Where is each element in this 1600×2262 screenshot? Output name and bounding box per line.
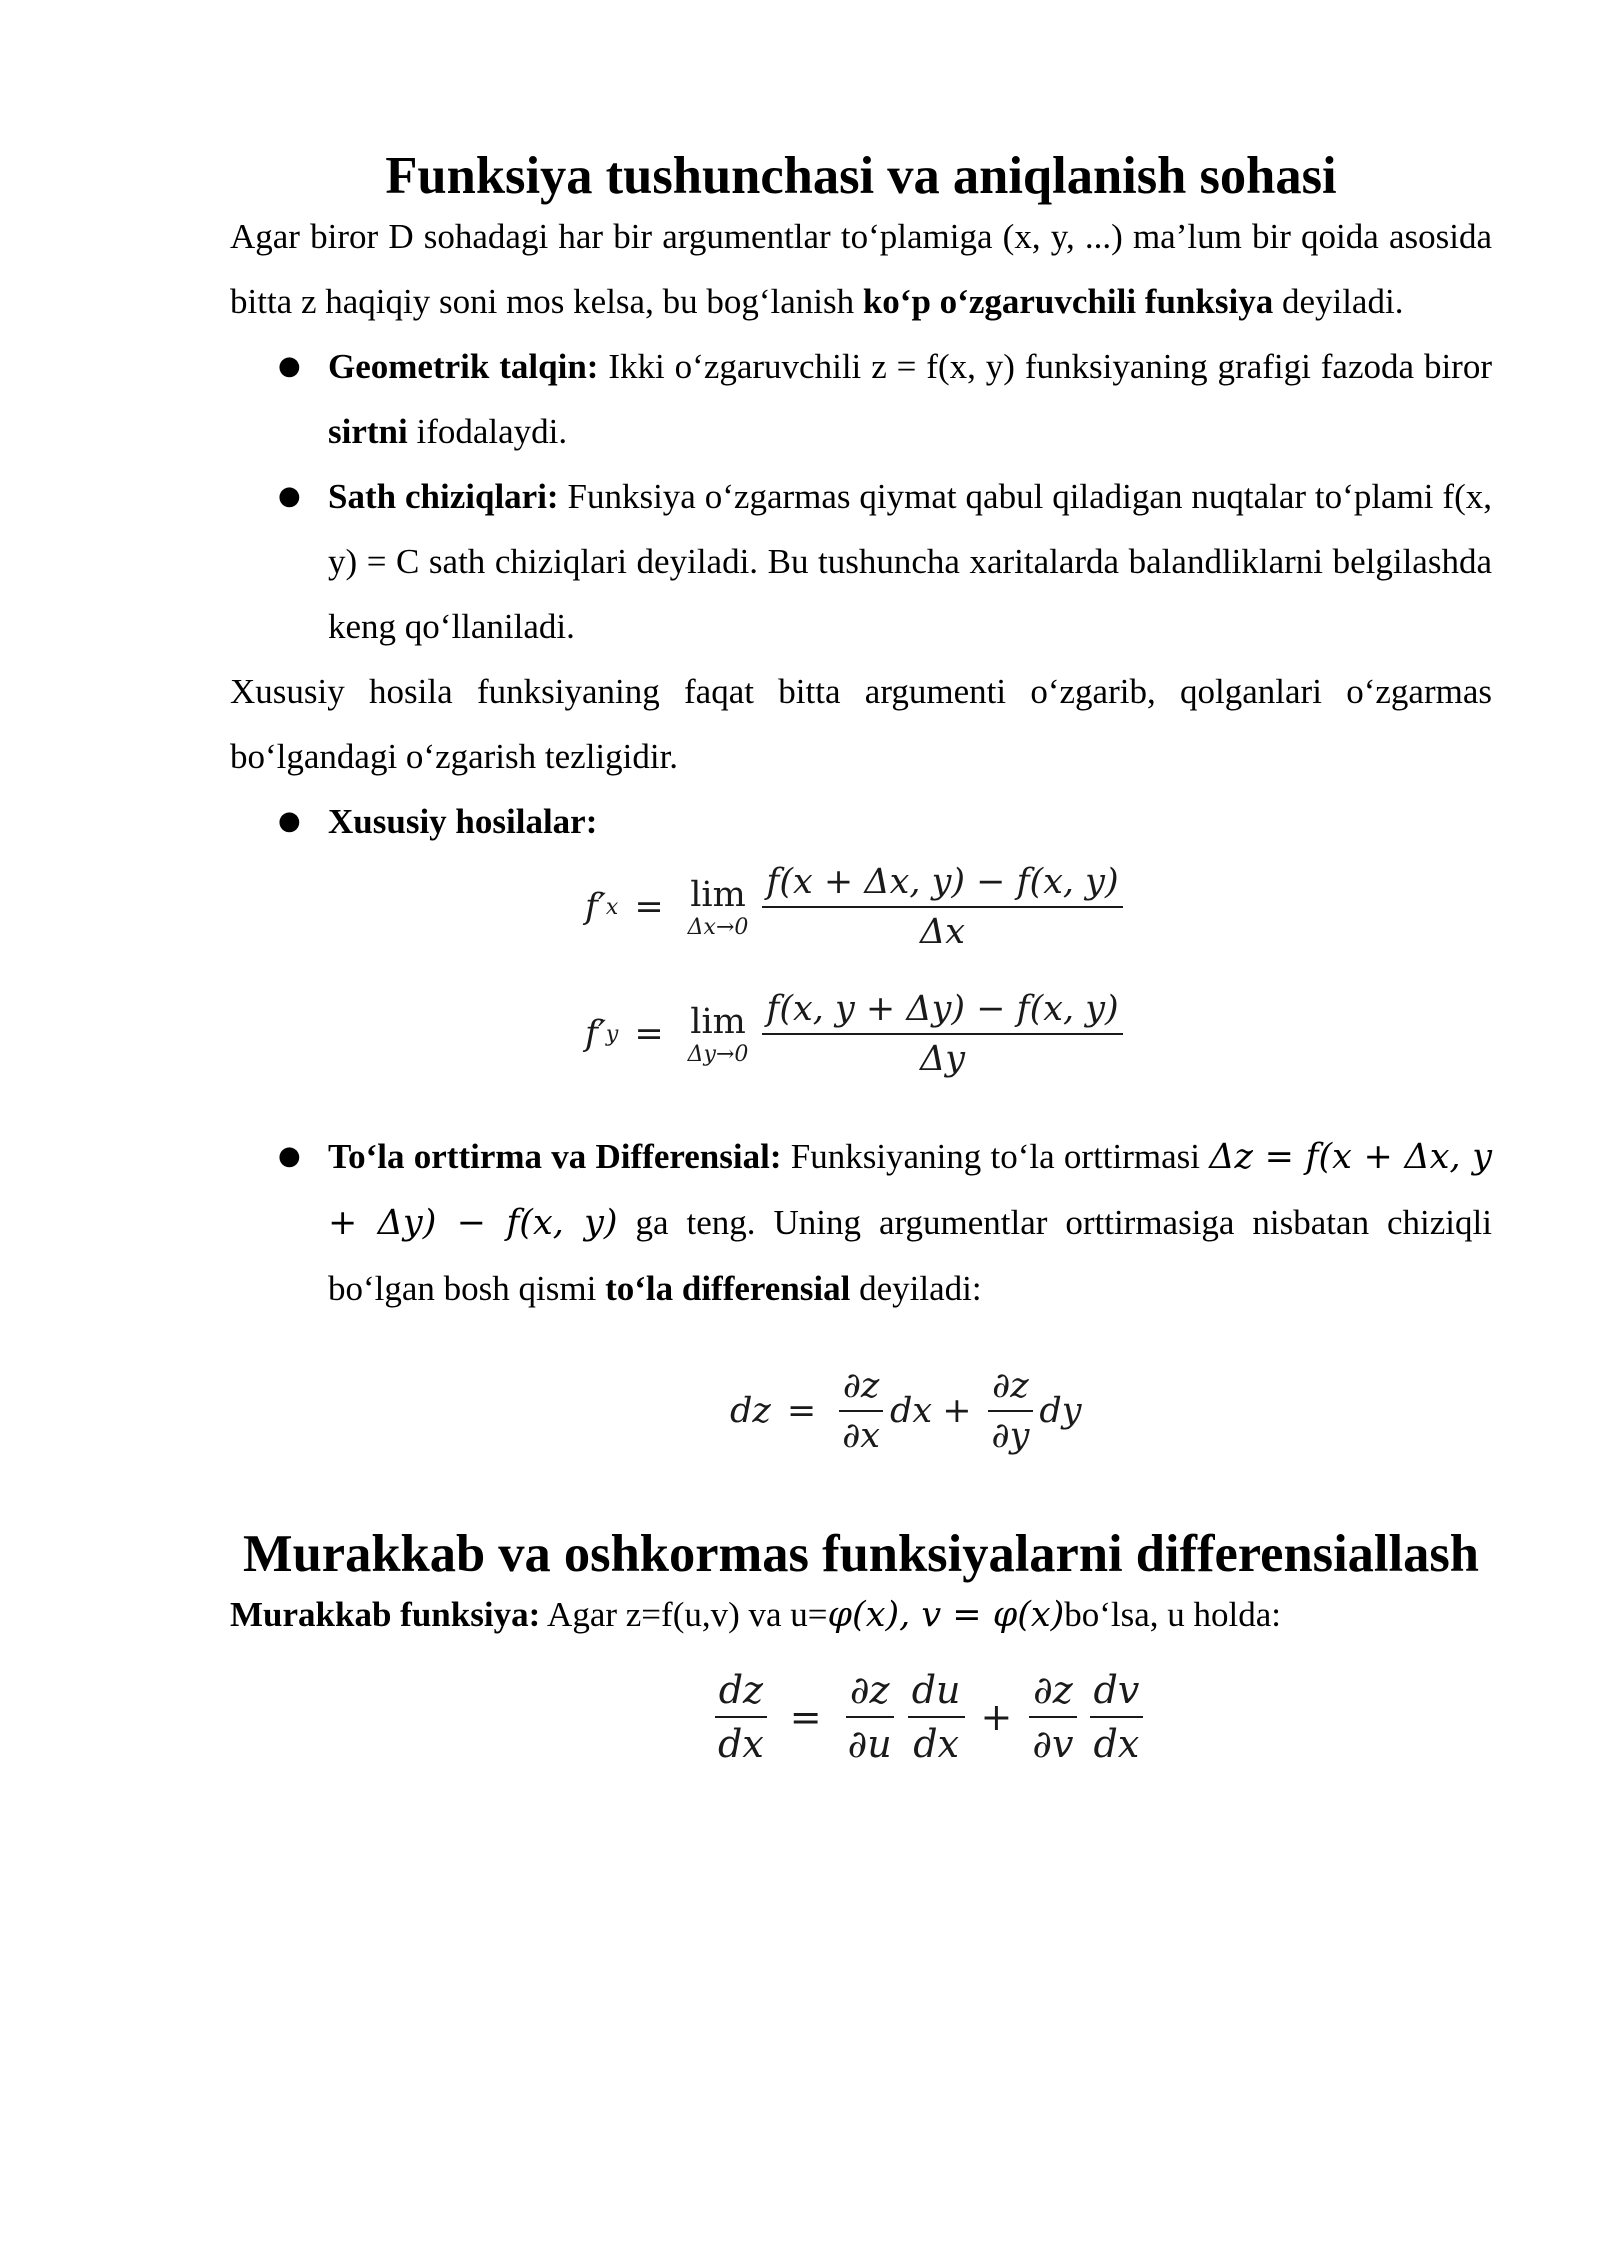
- bullet-total-differential: ● To‘la orttirma va Differensial: Funksiyaning to‘la orttirmasi Δz = f(x + Δx, y + Δy) − f(x, y) ga teng. Uning argumentlar orttirmasiga nisbatan chiziqli bo‘lgan bosh qismi to‘la differensial deyiladi:: [230, 1124, 1492, 1321]
- section-title-function: Funksiya tushunchasi va aniqlanish sohasi: [385, 147, 1337, 205]
- increment-formula: Δz = f(x + Δx, y + Δy) − f(x, y): [328, 1137, 1492, 1243]
- bullet-level-lines: ● Sath chiziqlari: Funksiya o‘zgarmas qiymat qabul qiladigan nuqtalar to‘plami f(x, y) = C sath chiziqlari deyiladi. Bu tushuncha xaritalarda balandliklarni belgilashda keng qo‘llaniladi.: [230, 464, 1492, 659]
- differential-list: [230, 1124, 1492, 1321]
- partial-derivative-intro: Xususiy hosila funksiyaning faqat bitta argumenti o‘zgarib, qolganlari o‘zgarmas bo‘lgandagi o‘zgarish tezligidir.: [230, 672, 1492, 776]
- bullet-icon: ●: [278, 806, 301, 836]
- bullet-geometric: ● Geometrik talqin: Ikki o‘zgaruvchili z = f(x, y) funksiyaning grafigi fazoda biror sirtni ifodalaydi.: [230, 334, 1492, 464]
- intro-paragraph: Agar biror D sohadagi har bir argumentlar to‘plamiga (x, y, ...) ma’lum bir qoida asosida bitta z haqiqiy soni mos kelsa, bu bog‘lanish ko‘p o‘zgaruvchili funksiya deyiladi.: [230, 217, 1492, 321]
- formula-block-fy: [230, 989, 1492, 1124]
- formula-total-differential: dz = $\frac{\partial z}{\partial x}$ dx + $\frac{\partial z}{\partial y}$ dy: [730, 1366, 1082, 1456]
- document-page: [230, 148, 1492, 1808]
- definition-list: [230, 334, 1492, 659]
- composite-function-paragraph: Murakkab funksiya: Agar z=f(u,v) va u=φ(x), v = φ(x)bo‘lsa, u holda:: [230, 1595, 1282, 1635]
- bullet-icon: ●: [278, 1141, 301, 1171]
- formula-block-dz: [230, 1321, 1492, 1526]
- section-title-composite: Murakkab va oshkormas funksiyalarni differensiallash: [243, 1525, 1479, 1583]
- term-multivariable-function: ko‘p o‘zgaruvchili funksiya: [862, 282, 1274, 321]
- bullet-icon: ●: [278, 481, 301, 511]
- formula-chain-rule: $\frac{dz}{dx}$ = $\frac{\partial z}{\partial u}$ $\frac{du}{dx}$ + $\frac{\partial z}{\partial v}$ $\frac{dv}{dx}$: [708, 1668, 1149, 1766]
- bullet-partial-derivatives: ● Xususiy hosilalar:: [230, 789, 1492, 854]
- partial-derivative-list: [230, 789, 1492, 854]
- formula-partial-x: f′ x = lim Δx→0 $\frac{f(x + \Delta x, y) - f(x, y)}{\Delta x}$: [585, 862, 1129, 952]
- formula-block-fx: [230, 854, 1492, 989]
- formula-partial-y: f′ y = lim Δy→0 $\frac{f(x, y + \Delta y) - f(x, y)}{\Delta y}$: [585, 989, 1129, 1079]
- formula-block-chain: [230, 1648, 1492, 1808]
- bullet-icon: ●: [278, 351, 301, 381]
